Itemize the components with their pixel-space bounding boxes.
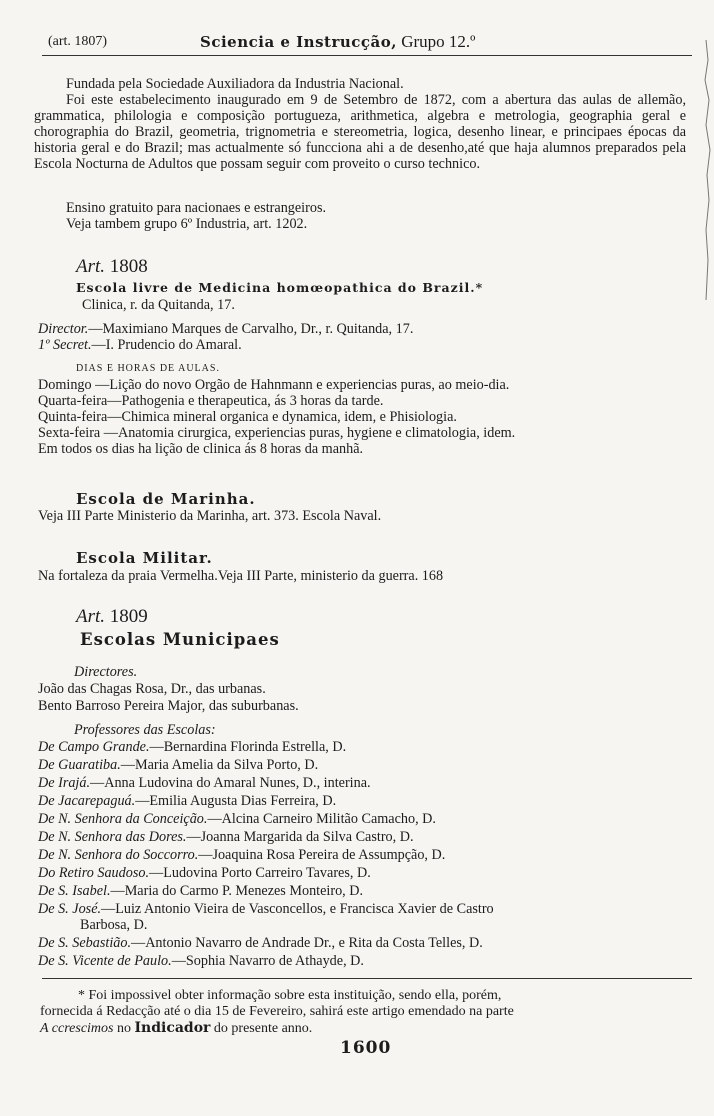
secretary-value: —I. Prudencio do Amaral. bbox=[91, 337, 242, 353]
teacher-line bbox=[38, 757, 318, 773]
teacher-name: —Sophia Navarro de Athayde, D. bbox=[171, 953, 364, 969]
header-title-group: Grupo 12.º bbox=[401, 32, 476, 51]
secretary-line bbox=[38, 337, 242, 353]
teacher-line bbox=[38, 811, 436, 827]
director-suburban: Bento Barroso Pereira Major, das suburbanas. bbox=[38, 698, 299, 714]
teacher-name: —Emilia Augusta Dias Ferreira, D. bbox=[135, 793, 337, 809]
header-title bbox=[200, 32, 475, 52]
teacher-place: De S. Sebastião. bbox=[38, 935, 131, 951]
article-label: Art. bbox=[76, 256, 106, 277]
article-number: 1809 bbox=[109, 606, 148, 627]
directors-label: Directores. bbox=[74, 664, 138, 680]
teacher-place: De Campo Grande. bbox=[38, 739, 150, 755]
teacher-line bbox=[38, 883, 363, 899]
teacher-name: —Luiz Antonio Vieira de Vasconcellos, e Francisca Xavier de Castro bbox=[101, 901, 494, 917]
header-article-ref: (art. 1807) bbox=[48, 34, 108, 49]
paragraph-inauguration: Foi este estabelecimento inaugurado em 9 de Setembro de 1872, com a abertura das aulas de allemão, grammatica, philologia e composição portugueza, arithmetica, algebra e metrologia, geographia geral e chorographia do Brazil, geometria, trignometria e stereometria, logica, desenho linear, e principaes épocas da historia geral e do Brazil; mas actualmente só funcciona ahi a de desenho,até que haja alumnos preparados pela Escola Nocturna de Adultos que possam seguir com proveito o curso technico. bbox=[34, 92, 686, 172]
article-number: 1808 bbox=[109, 256, 148, 277]
teacher-name: Barbosa, D. bbox=[80, 917, 148, 933]
article-label: Art. bbox=[76, 606, 106, 627]
municipal-schools-title: Escolas Municipaes bbox=[80, 630, 280, 649]
teacher-line bbox=[38, 935, 483, 951]
schedule-daily: Em todos os dias ha lição de clinica ás 8 horas da manhã. bbox=[38, 441, 364, 457]
teacher-place: De S. Vicente de Paulo. bbox=[38, 953, 172, 969]
article-1809-heading bbox=[76, 606, 148, 628]
footnote-indicador: Indicador bbox=[134, 1020, 211, 1036]
teacher-line bbox=[38, 739, 346, 755]
school-homeopathic-name: Escola livre de Medicina homœopathica do Brazil.* bbox=[76, 280, 484, 295]
teacher-name: —Joanna Margarida da Silva Castro, D. bbox=[186, 829, 414, 845]
teacher-place: De Guaratiba. bbox=[38, 757, 121, 773]
article-1808-heading bbox=[76, 256, 148, 278]
schedule-heading: DIAS E HORAS DE AULAS. bbox=[76, 363, 220, 374]
paragraph-see-also: Veja tambem grupo 6º Industria, art. 1202. bbox=[66, 216, 308, 232]
paragraph-free-teaching: Ensino gratuito para nacionaes e estrangeiros. bbox=[66, 200, 327, 216]
teacher-place: De N. Senhora das Dores. bbox=[38, 829, 187, 845]
footnote-rest: do presente anno. bbox=[213, 1021, 313, 1036]
teacher-line bbox=[38, 775, 371, 791]
header-title-bold: Sciencia e Instrucção, bbox=[200, 33, 397, 51]
footnote-addenda: A ccrescimos bbox=[40, 1021, 114, 1036]
schedule-wednesday: Quarta-feira—Pathogenia e therapeutica, ás 3 horas da tarde. bbox=[38, 393, 384, 409]
teacher-name: —Anna Ludovina do Amaral Nunes, D., interina. bbox=[90, 775, 371, 791]
teacher-place: De N. Senhora do Soccorro. bbox=[38, 847, 199, 863]
naval-school-text: Veja III Parte Ministerio da Marinha, art. 373. Escola Naval. bbox=[38, 508, 382, 524]
header-rule bbox=[42, 55, 692, 56]
teacher-name: —Maria do Carmo P. Menezes Monteiro, D. bbox=[110, 883, 364, 899]
director-label: Director. bbox=[38, 321, 89, 337]
footnote-rule bbox=[42, 978, 692, 979]
teacher-line bbox=[38, 793, 336, 809]
paragraph-founded: Fundada pela Sociedade Auxiliadora da Industria Nacional. bbox=[66, 76, 404, 92]
director-value: —Maximiano Marques de Carvalho, Dr., r. Quitanda, 17. bbox=[88, 321, 414, 337]
teachers-label: Professores das Escolas: bbox=[74, 722, 216, 738]
teacher-place: De Irajá. bbox=[38, 775, 91, 791]
footnote-line-2: fornecida á Redacção até o dia 15 de Fevereiro, sahirá este artigo emendado na parte bbox=[40, 1004, 514, 1019]
school-address: Clinica, r. da Quitanda, 17. bbox=[82, 297, 235, 313]
footnote-line-1: * Foi impossivel obter informação sobre esta instituição, sendo ella, porém, bbox=[78, 988, 502, 1003]
teacher-line bbox=[38, 829, 414, 845]
naval-school-title: Escola de Marinha. bbox=[76, 490, 256, 508]
teacher-name: —Bernardina Florinda Estrella, D. bbox=[149, 739, 347, 755]
teacher-place: De S. Isabel. bbox=[38, 883, 111, 899]
teacher-name: —Antonio Navarro de Andrade Dr., e Rita da Costa Telles, D. bbox=[131, 935, 483, 951]
teacher-line-continued bbox=[80, 917, 147, 933]
teacher-place: De N. Senhora da Conceição. bbox=[38, 811, 208, 827]
director-line bbox=[38, 321, 413, 337]
torn-edge-decoration bbox=[700, 40, 714, 300]
military-school-title: Escola Militar. bbox=[76, 549, 213, 567]
teacher-line bbox=[38, 847, 445, 863]
teacher-line bbox=[38, 901, 494, 917]
footnote-line-3 bbox=[40, 1020, 312, 1037]
director-urban: João das Chagas Rosa, Dr., das urbanas. bbox=[38, 681, 266, 697]
secretary-label: 1º Secret. bbox=[38, 337, 92, 353]
teacher-place: De S. José. bbox=[38, 901, 102, 917]
teacher-name: —Maria Amelia da Silva Porto, D. bbox=[120, 757, 319, 773]
page-number: 1600 bbox=[340, 1038, 392, 1058]
teacher-place: De Jacarepaguá. bbox=[38, 793, 136, 809]
teacher-line bbox=[38, 953, 364, 969]
teacher-place: Do Retiro Saudoso. bbox=[38, 865, 149, 881]
military-school-text: Na fortaleza da praia Vermelha.Veja III Parte, ministerio da guerra. 168 bbox=[38, 568, 444, 584]
teacher-name: —Alcina Carneiro Militão Camacho, D. bbox=[207, 811, 436, 827]
schedule-sunday: Domingo —Lição do novo Orgão de Hahnmann e experiencias puras, ao meio-dia. bbox=[38, 377, 510, 393]
schedule-thursday: Quinta-feira—Chimica mineral organica e dynamica, idem, e Phisiologia. bbox=[38, 409, 457, 425]
teacher-line bbox=[38, 865, 371, 881]
teacher-name: —Ludovina Porto Carreiro Tavares, D. bbox=[149, 865, 371, 881]
schedule-friday: Sexta-feira —Anatomia cirurgica, experiencias puras, hygiene e climatologia, idem. bbox=[38, 425, 516, 441]
footnote-no: no bbox=[116, 1021, 131, 1036]
teacher-name: —Joaquina Rosa Pereira de Assumpção, D. bbox=[198, 847, 446, 863]
